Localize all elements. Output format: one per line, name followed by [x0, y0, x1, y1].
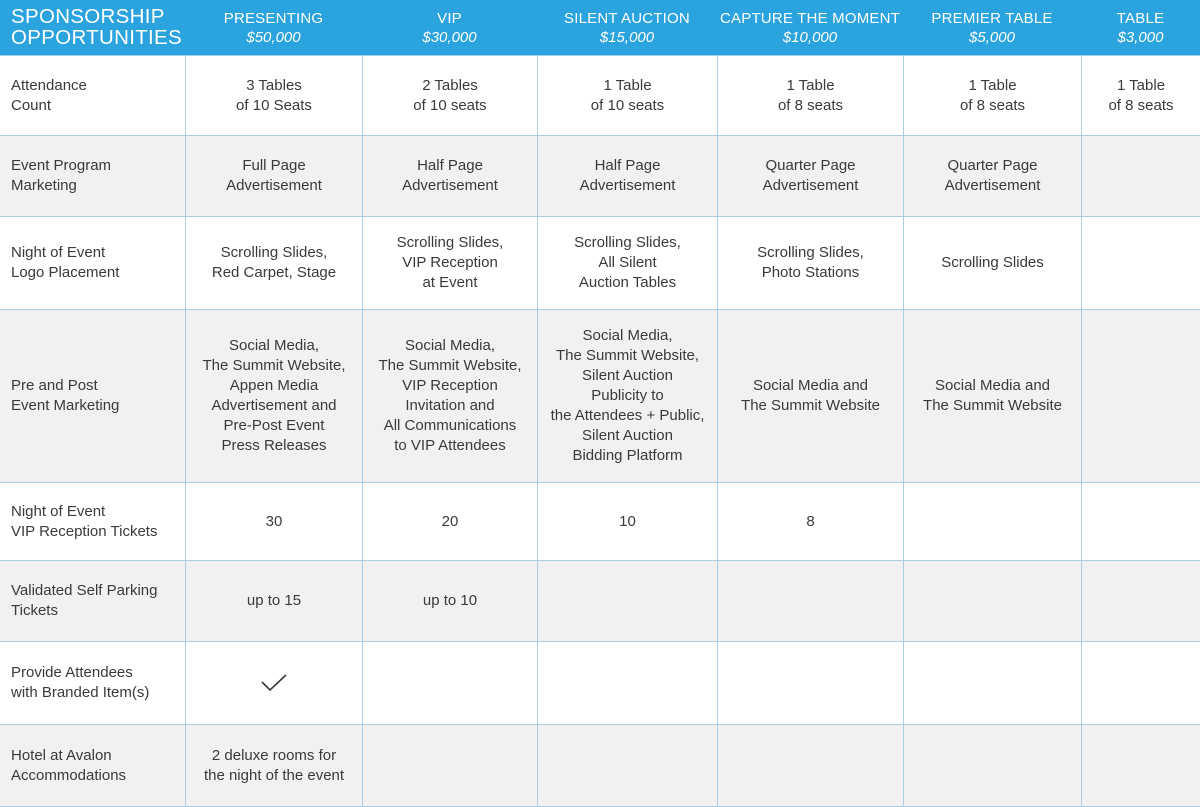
row-label-pre-post-event-marketing [0, 309, 185, 482]
tier-price: $10,000 [782, 28, 838, 46]
row-label-hotel-accommodations [0, 724, 185, 806]
row-label-text: Attendance Count [11, 76, 87, 114]
tier-name: PREMIER TABLE [931, 9, 1053, 27]
cell-text: Scrolling Slides, VIP Reception at Event [396, 234, 504, 291]
cell-text: Scrolling Slides [941, 254, 1044, 271]
tier-header-premier-table [903, 0, 1081, 55]
row-label-text: Pre and Post Event Marketing [11, 377, 120, 414]
table-cell [185, 309, 362, 482]
table-cell [717, 560, 903, 641]
row-label-parking-tickets [0, 560, 185, 641]
row-label-logo-placement [0, 216, 185, 309]
table-cell [903, 724, 1081, 806]
tier-header-presenting [185, 0, 362, 55]
table-cell [1081, 560, 1200, 641]
table-cell [1081, 309, 1200, 482]
cell-text: Social Media and The Summit Website [741, 377, 880, 414]
table-cell [537, 135, 717, 216]
row-label-text: Night of Event VIP Reception Tickets [11, 502, 158, 540]
tier-price: $30,000 [422, 28, 477, 46]
table-cell [717, 724, 903, 806]
table-cell [185, 216, 362, 309]
table-cell [717, 482, 903, 560]
table-cell [362, 216, 537, 309]
cell-text: Scrolling Slides, Red Carpet, Stage [211, 244, 337, 281]
cell-text: 1 Table of 10 seats [590, 76, 665, 114]
table-cell [1081, 724, 1200, 806]
table-cell [903, 482, 1081, 560]
cell-text: up to 10 [422, 592, 478, 609]
row-label-text: Night of Event Logo Placement [11, 244, 120, 281]
table-title [0, 0, 185, 55]
cell-text: Social Media, The Summit Website, Appen Media Advertisement and Pre-Post Event Press Releases [202, 337, 346, 454]
cell-text: 2 Tables of 10 seats [413, 76, 487, 114]
table-cell [1081, 135, 1200, 216]
cell-text: Scrolling Slides, All Silent Auction Tables [574, 234, 681, 291]
cell-text: Social Media, The Summit Website, Silent Auction Publicity to the Attendees + Public, Silent Auction Bidding Platform [550, 327, 705, 464]
table-cell [1081, 482, 1200, 560]
cell-text: Social Media and The Summit Website [923, 377, 1062, 414]
table-cell [185, 641, 362, 724]
table-cell [362, 309, 537, 482]
cell-text: 2 deluxe rooms for the night of the event [203, 746, 345, 784]
table-cell [362, 135, 537, 216]
table-cell [1081, 216, 1200, 309]
table-cell [185, 560, 362, 641]
row-label-text: Provide Attendees with Branded Item(s) [11, 664, 150, 701]
cell-text: Scrolling Slides, Photo Stations [757, 244, 864, 281]
table-cell [537, 482, 717, 560]
cell-text: 1 Table of 8 seats [777, 76, 844, 114]
table-cell [362, 641, 537, 724]
table-cell [903, 560, 1081, 641]
table-cell [717, 309, 903, 482]
tier-name: SILENT AUCTION [564, 9, 690, 27]
table-cell [903, 135, 1081, 216]
cell-text: 3 Tables of 10 Seats [236, 76, 312, 114]
row-label-vip-reception-tickets [0, 482, 185, 560]
table-cell [903, 55, 1081, 135]
table-cell [717, 216, 903, 309]
tier-price: $15,000 [599, 28, 655, 46]
cell-text: 20 [441, 512, 459, 530]
table-cell [1081, 55, 1200, 135]
tier-name: PRESENTING [223, 9, 324, 27]
table-cell [1081, 641, 1200, 724]
cell-text: Quarter Page Advertisement [762, 157, 859, 194]
table-cell [537, 216, 717, 309]
tier-header-table [1081, 0, 1200, 55]
cell-text: 8 [806, 512, 815, 530]
cell-text: Half Page Advertisement [579, 157, 676, 194]
table-cell [362, 482, 537, 560]
tier-price: $5,000 [969, 28, 1015, 46]
cell-text: Half Page Advertisement [402, 157, 498, 194]
table-cell [185, 135, 362, 216]
cell-text: 30 [265, 512, 283, 530]
table-cell [903, 641, 1081, 724]
tier-name: TABLE [1116, 9, 1165, 27]
cell-text: 10 [619, 512, 636, 530]
tier-name: CAPTURE THE MOMENT [720, 9, 900, 27]
tier-price: $50,000 [246, 28, 301, 46]
cell-text: up to 15 [246, 592, 302, 609]
table-cell [362, 560, 537, 641]
table-cell [903, 309, 1081, 482]
row-label-event-program-marketing [0, 135, 185, 216]
tier-header-silent-auction [537, 0, 717, 55]
table-cell [362, 724, 537, 806]
cell-text: Social Media, The Summit Website, VIP Reception Invitation and All Communications to VIP Attendees [378, 337, 522, 454]
row-label-text: Validated Self Parking Tickets [11, 582, 158, 619]
row-label-branded-items [0, 641, 185, 724]
table-cell [717, 135, 903, 216]
checkmark-icon [260, 673, 288, 693]
table-cell [717, 55, 903, 135]
cell-text: Quarter Page Advertisement [944, 157, 1041, 194]
tier-header-vip [362, 0, 537, 55]
table-cell [717, 641, 903, 724]
row-label-text: Hotel at Avalon Accommodations [11, 746, 127, 784]
table-cell [537, 724, 717, 806]
table-cell [185, 55, 362, 135]
table-cell [185, 482, 362, 560]
cell-text: 1 Table of 8 seats [959, 76, 1026, 114]
table-title-text: SPONSORSHIP OPPORTUNITIES [11, 5, 182, 49]
cell-text: Full Page Advertisement [226, 157, 322, 194]
tier-header-capture-the-moment [717, 0, 903, 55]
tier-name: VIP [437, 9, 462, 27]
tier-price: $3,000 [1117, 28, 1164, 46]
table-cell [537, 55, 717, 135]
table-cell [185, 724, 362, 806]
cell-text: 1 Table of 8 seats [1108, 76, 1174, 114]
table-cell [362, 55, 537, 135]
row-label-attendance-count [0, 55, 185, 135]
table-cell [903, 216, 1081, 309]
table-cell [537, 309, 717, 482]
table-cell [537, 641, 717, 724]
table-cell [537, 560, 717, 641]
row-label-text: Event Program Marketing [11, 157, 112, 194]
